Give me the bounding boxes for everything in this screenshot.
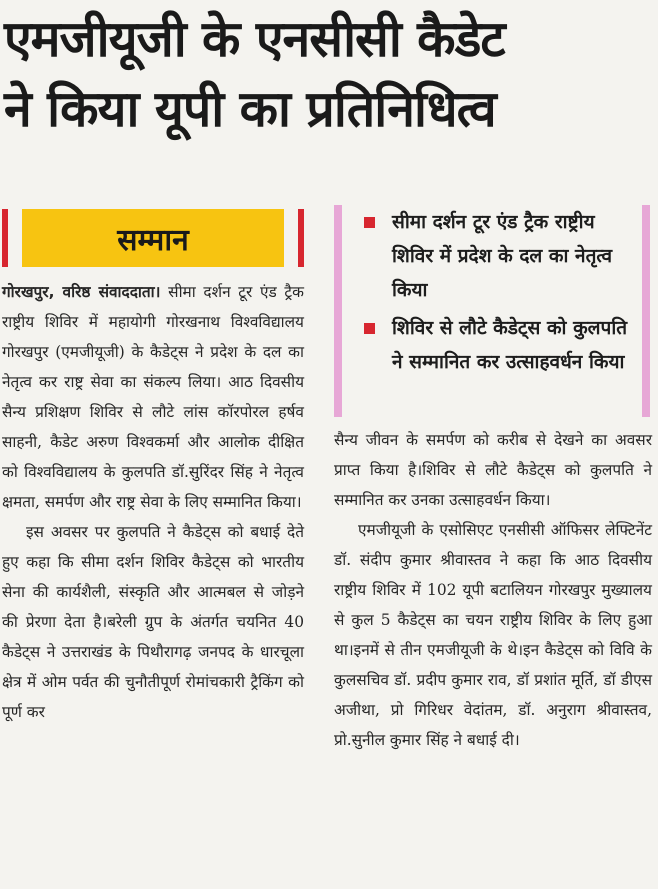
- paragraph-4: एमजीयूजी के एसोसिएट एनसीसी ऑफिसर लेफ्टिनेंट डॉ. संदीप कुमार श्रीवास्तव ने कहा कि आठ दिवसीय राष्ट्रीय शिविर में 102 यूपी बटालियन गोरखपुर मुख्यालय से कुल 5 कैडेट्स का चयन राष्ट्रीय शिविर के लिए हुआ था।इनमें से तीन एमजीयूजी के थे।इन कैडेट्स को विवि के कुलसचिव डॉ. प्रदीप कुमार राव, डॉ प्रशांत मूर्ति, डॉ डीएस अजीथा, प्रो गिरिधर वेदांतम, डॉ. अनुराग श्रीवास्तव, प्रो.सुनील कुमार सिंह ने बधाई दी।: [334, 521, 652, 749]
- highlights-list: [360, 205, 636, 379]
- highlights-box: [334, 205, 652, 417]
- highlight-text: सीमा दर्शन टूर एंड ट्रैक राष्ट्रीय शिविर में प्रदेश के दल का नेतृत्व किया: [392, 211, 613, 301]
- headline-line-1: एमजीयूजी के एनसीसी कैडेट: [4, 10, 505, 68]
- highlight-item: [360, 205, 636, 307]
- headline-line-2: ने किया यूपी का प्रतिनिधित्व: [4, 80, 496, 138]
- square-bullet-icon: [364, 323, 375, 334]
- left-column-text: [2, 277, 304, 727]
- paragraph-1-body: सीमा दर्शन टूर एंड ट्रैक राष्ट्रीय शिविर में महायोगी गोरखनाथ विश्वविद्यालय गोरखपुर (एमजीयूजी) के कैडेट्स ने प्रदेश के दल का नेतृत्व कर राष्ट्र सेवा का संकल्प लिया। आठ दिवसीय सैन्य प्रशिक्षण शिविर से लौटे लांस कॉरपोरल हर्षव साहनी, कैडेट अरुण विश्वकर्मा और आलोक दीक्षित को विश्वविद्यालय के कुलपति डॉ.सुरिंदर सिंह ने नेतृत्व क्षमता, समर्पण और राष्ट्र सेवा के लिए सम्मानित किया।: [2, 283, 304, 511]
- right-column: [334, 205, 652, 755]
- paragraph-2: इस अवसर पर कुलपति ने कैडेट्स को बधाई देते हुए कहा कि सीमा दर्शन शिविर कैडेट्स को भारतीय सेना की कार्यशैली, संस्कृति और आत्मबल से जोड़ने की प्रेरणा देता है।बरेली ग्रुप के अंतर्गत चयनित 40 कैडेट्स ने उत्तराखंड के पिथौरागढ़ जनपद के धारचूला क्षेत्र में ओम पर्वत की चुनौतीपूर्ण रोमांचकारी ट्रैकिंग को पूर्ण कर: [2, 523, 304, 721]
- tag-label: सम्मान: [22, 209, 284, 267]
- tag-bar-right: [298, 209, 304, 267]
- tag-bar-left: [2, 209, 8, 267]
- headline: [4, 4, 654, 144]
- section-tag: [2, 205, 304, 263]
- highlight-text: शिविर से लौटे कैडेट्स को कुलपति ने सम्मानित कर उत्साहवर्धन किया: [392, 317, 628, 373]
- paragraph-1: [2, 277, 304, 517]
- highlight-bar-right: [642, 205, 650, 417]
- highlight-bar-left: [334, 205, 342, 417]
- left-column: [2, 205, 304, 727]
- right-column-text: [334, 425, 652, 755]
- dateline: गोरखपुर, वरिष्ठ संवाददाता।: [2, 283, 161, 301]
- highlight-item: [360, 311, 636, 379]
- square-bullet-icon: [364, 217, 375, 228]
- paragraph-3: सैन्य जीवन के समर्पण को करीब से देखने का अवसर प्राप्त किया है।शिविर से लौटे कैडेट्स को कुलपति ने सम्मानित कर उनका उत्साहवर्धन किया।: [334, 431, 652, 509]
